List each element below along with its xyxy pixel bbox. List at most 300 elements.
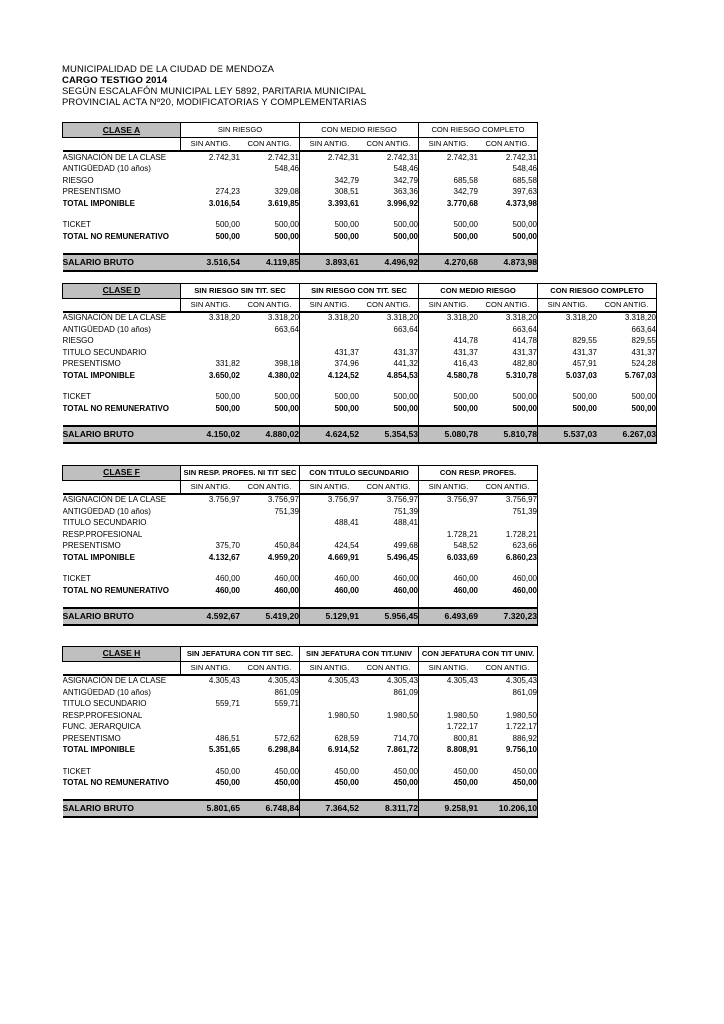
value-cell: 7.320,23 (478, 608, 538, 625)
row-label: PRESENTISMO (62, 359, 121, 369)
value-cell: 500,00 (215, 220, 240, 230)
value-cell: 8.808,91 (446, 745, 478, 755)
row-label: ASIGNACIÓN DE LA CLASE (62, 152, 167, 162)
value-cell: 460,00 (453, 574, 478, 584)
value-cell (181, 710, 241, 722)
value-cell (359, 597, 419, 608)
group-header: CON JEFATURA CON TIT UNIV. (419, 646, 538, 661)
table-row (63, 800, 538, 817)
value-cell: 460,00 (334, 585, 359, 595)
value-cell (359, 243, 419, 254)
value-cell (300, 789, 360, 800)
value-cell: 4.624,52 (300, 426, 360, 443)
value-cell: 431,37 (572, 347, 597, 357)
value-cell: 861,09 (359, 687, 419, 699)
group-header: SIN RIESGO SIN TIT. SEC (181, 283, 300, 298)
value-cell: 4.305,43 (478, 675, 538, 688)
value-cell: 751,39 (240, 506, 300, 518)
group-header: CON RESP. PROFES. (419, 465, 538, 480)
value-cell: 9.258,91 (419, 800, 479, 817)
value-cell: 500,00 (215, 403, 240, 413)
value-cell: 2.742,31 (208, 152, 240, 162)
value-cell (419, 597, 479, 608)
value-cell: 450,00 (478, 778, 538, 790)
value-cell (419, 518, 479, 530)
value-cell: 3.619,85 (240, 198, 300, 210)
spacer-row (63, 564, 538, 574)
value-cell: 8.311,72 (359, 800, 419, 817)
value-cell (181, 722, 241, 734)
subheader-con-antig: CON ANTIG. (240, 138, 300, 152)
value-cell: 5.354,53 (359, 426, 419, 443)
value-cell: 500,00 (597, 392, 657, 404)
value-cell (478, 518, 538, 530)
clase-title: CLASE D (63, 283, 181, 298)
value-cell (300, 336, 360, 348)
value-cell: 500,00 (240, 231, 300, 243)
subheader-con-antig: CON ANTIG. (240, 298, 300, 312)
value-cell: 4.132,67 (208, 552, 240, 562)
row-label: TOTAL IMPONIBLE (62, 198, 135, 208)
subheader-spacer (63, 480, 181, 494)
value-cell: 800,81 (453, 733, 478, 743)
subheader-sin-antig: SIN ANTIG. (300, 138, 360, 152)
table-row (63, 710, 538, 722)
value-cell: 3.516,54 (181, 254, 241, 271)
value-cell: 331,82 (215, 359, 240, 369)
value-cell: 342,79 (334, 175, 359, 185)
value-cell (359, 756, 419, 766)
table-row (63, 687, 538, 699)
row-label: SALARIO BRUTO (63, 254, 181, 271)
subheader-con-antig: CON ANTIG. (478, 480, 538, 494)
row-label: RIESGO (62, 175, 94, 185)
group-header: CON TITULO SECUNDARIO (300, 465, 419, 480)
value-cell: 6.748,84 (240, 800, 300, 817)
value-cell: 414,78 (478, 336, 538, 348)
value-cell: 6.860,23 (478, 552, 538, 564)
value-cell: 886,92 (478, 733, 538, 745)
value-cell: 460,00 (478, 574, 538, 586)
value-cell (538, 415, 598, 426)
value-cell (300, 756, 360, 766)
value-cell (300, 164, 360, 176)
value-cell: 572,62 (240, 733, 300, 745)
subheader-con-antig: CON ANTIG. (359, 298, 419, 312)
value-cell: 363,36 (359, 187, 419, 199)
table-row (63, 733, 538, 745)
row-label: TOTAL IMPONIBLE (62, 370, 135, 380)
value-cell: 424,54 (334, 541, 359, 551)
subheader-row (63, 480, 538, 494)
spacer-row (63, 382, 657, 392)
value-cell (240, 529, 300, 541)
subheader-sin-antig: SIN ANTIG. (419, 298, 479, 312)
table-row (63, 494, 538, 507)
value-cell (419, 789, 479, 800)
row-label: TOTAL NO REMUNERATIVO (62, 585, 170, 595)
value-cell (300, 415, 360, 426)
value-cell: 714,70 (359, 733, 419, 745)
row-label: SALARIO BRUTO (63, 800, 181, 817)
value-cell: 342,79 (453, 187, 478, 197)
value-cell: 5.810,78 (478, 426, 538, 443)
value-cell (181, 164, 241, 176)
value-cell (181, 210, 241, 220)
value-cell (419, 164, 479, 176)
value-cell: 1.980,50 (478, 710, 538, 722)
header-row (63, 283, 657, 298)
table-row (63, 745, 538, 757)
value-cell: 4.873,98 (478, 254, 538, 271)
value-cell (300, 506, 360, 518)
value-cell (359, 210, 419, 220)
value-cell: 548,52 (453, 541, 478, 551)
subheader-spacer (63, 298, 181, 312)
header-row (63, 465, 538, 480)
value-cell: 2.742,31 (446, 152, 478, 162)
value-cell: 3.318,20 (208, 313, 240, 323)
value-cell: 416,43 (453, 359, 478, 369)
value-cell: 500,00 (359, 220, 419, 232)
value-cell: 6.914,52 (327, 745, 359, 755)
value-cell (478, 756, 538, 766)
value-cell: 500,00 (478, 403, 538, 415)
value-cell: 460,00 (215, 585, 240, 595)
row-label (63, 243, 181, 254)
value-cell: 500,00 (453, 231, 478, 241)
value-cell: 9.756,10 (478, 745, 538, 757)
value-cell (300, 597, 360, 608)
value-cell: 3.016,54 (208, 198, 240, 208)
table-row (63, 778, 538, 790)
subheader-row (63, 661, 538, 675)
group-header: SIN RIESGO CON TIT. SEC (300, 283, 419, 298)
value-cell: 457,91 (572, 359, 597, 369)
group-header: CON RIESGO COMPLETO (538, 283, 657, 298)
value-cell: 861,09 (240, 687, 300, 699)
value-cell: 7.861,72 (359, 745, 419, 757)
value-cell: 4.380,02 (240, 370, 300, 382)
value-cell: 5.419,20 (240, 608, 300, 625)
value-cell: 460,00 (215, 574, 240, 584)
value-cell: 450,00 (334, 766, 359, 776)
table-row (63, 541, 538, 553)
header-row (63, 123, 538, 138)
value-cell (478, 415, 538, 426)
value-cell: 623,66 (478, 541, 538, 553)
group-header: CON MEDIO RIESGO (419, 283, 538, 298)
value-cell: 500,00 (478, 220, 538, 232)
value-cell (240, 347, 300, 359)
subheader-row (63, 138, 538, 152)
value-cell: 500,00 (334, 392, 359, 402)
value-cell: 500,00 (240, 392, 300, 404)
group-header: SIN RESP. PROFES. NI TIT SEC (181, 465, 300, 480)
value-cell (240, 789, 300, 800)
value-cell: 6.267,03 (597, 426, 657, 443)
value-cell: 4.496,92 (359, 254, 419, 271)
value-cell: 5.129,91 (300, 608, 360, 625)
value-cell (478, 243, 538, 254)
header-row (63, 646, 538, 661)
value-cell (181, 382, 241, 392)
value-cell: 2.742,31 (240, 151, 300, 164)
subheader-sin-antig: SIN ANTIG. (181, 298, 241, 312)
value-cell: 431,37 (359, 347, 419, 359)
table-row (63, 506, 538, 518)
row-label: ANTIGÜEDAD (10 años) (62, 506, 151, 516)
table-row (63, 254, 538, 271)
value-cell: 5.496,45 (359, 552, 419, 564)
subheader-con-antig: CON ANTIG. (359, 138, 419, 152)
value-cell: 663,64 (478, 324, 538, 336)
value-cell (300, 382, 360, 392)
doc-subtitle-2: PROVINCIAL ACTA Nº20, MODIFICATORIAS Y COMPLEMENTARIAS (62, 97, 367, 108)
value-cell: 524,28 (597, 359, 657, 371)
value-cell (478, 699, 538, 711)
doc-title: CARGO TESTIGO 2014 (62, 75, 168, 86)
value-cell: 450,00 (240, 778, 300, 790)
value-cell: 398,18 (240, 359, 300, 371)
value-cell (240, 710, 300, 722)
row-label: ANTIGÜEDAD (10 años) (62, 324, 151, 334)
value-cell (181, 597, 241, 608)
value-cell: 500,00 (453, 403, 478, 413)
value-cell (240, 210, 300, 220)
table-row (63, 175, 538, 187)
salary-table-clase-d (62, 283, 657, 444)
value-cell (181, 687, 241, 699)
value-cell: 500,00 (215, 231, 240, 241)
value-cell: 3.756,97 (327, 495, 359, 505)
value-cell: 685,58 (453, 175, 478, 185)
table-row (63, 722, 538, 734)
value-cell: 450,00 (359, 778, 419, 790)
value-cell: 3.756,97 (240, 494, 300, 507)
value-cell (478, 382, 538, 392)
value-cell: 4.592,67 (181, 608, 241, 625)
value-cell: 450,00 (359, 766, 419, 778)
value-cell (181, 529, 241, 541)
value-cell: 450,00 (478, 766, 538, 778)
row-label: ANTIGÜEDAD (10 años) (62, 164, 151, 174)
value-cell: 450,00 (215, 766, 240, 776)
value-cell: 4.124,52 (327, 370, 359, 380)
value-cell: 4.373,98 (478, 198, 538, 210)
value-cell (597, 382, 657, 392)
row-label (63, 382, 181, 392)
value-cell: 431,37 (478, 347, 538, 359)
spacer-row (63, 597, 538, 608)
value-cell: 829,55 (572, 336, 597, 346)
value-cell (359, 722, 419, 734)
table-row (63, 198, 538, 210)
value-cell (181, 336, 241, 348)
value-cell (240, 518, 300, 530)
value-cell: 3.318,20 (597, 312, 657, 325)
value-cell (538, 382, 598, 392)
subheader-sin-antig: SIN ANTIG. (419, 661, 479, 675)
value-cell: 460,00 (240, 574, 300, 586)
value-cell: 500,00 (453, 220, 478, 230)
row-label: ASIGNACIÓN DE LA CLASE (62, 495, 167, 505)
value-cell (300, 564, 360, 574)
subheader-con-antig: CON ANTIG. (478, 661, 538, 675)
value-cell: 500,00 (240, 403, 300, 415)
value-cell (419, 564, 479, 574)
table-row (63, 324, 657, 336)
value-cell: 274,23 (215, 187, 240, 197)
spacer-row (63, 756, 538, 766)
row-label: ASIGNACIÓN DE LA CLASE (62, 313, 167, 323)
value-cell: 500,00 (478, 231, 538, 243)
value-cell: 4.305,43 (327, 676, 359, 686)
value-cell: 1.980,50 (359, 710, 419, 722)
value-cell (478, 789, 538, 800)
value-cell: 4.270,68 (419, 254, 479, 271)
spacer-row (63, 210, 538, 220)
value-cell: 3.318,20 (478, 312, 538, 325)
value-cell: 450,00 (453, 766, 478, 776)
row-label: TICKET (62, 220, 91, 230)
value-cell: 500,00 (572, 392, 597, 402)
value-cell: 342,79 (359, 175, 419, 187)
value-cell: 500,00 (359, 392, 419, 404)
value-cell: 450,00 (240, 766, 300, 778)
value-cell (419, 324, 479, 336)
value-cell: 431,37 (453, 347, 478, 357)
value-cell: 559,71 (215, 699, 240, 709)
subheader-spacer (63, 661, 181, 675)
row-label: RESP.PROFESIONAL (62, 529, 143, 539)
row-label: SALARIO BRUTO (63, 426, 181, 443)
value-cell: 500,00 (334, 403, 359, 413)
group-header: SIN JEFATURA CON TIT.UNIV (300, 646, 419, 661)
subheader-sin-antig: SIN ANTIG. (300, 298, 360, 312)
value-cell (181, 506, 241, 518)
row-label: ANTIGÜEDAD (10 años) (62, 687, 151, 697)
value-cell (240, 336, 300, 348)
row-label: RIESGO (62, 336, 94, 346)
subheader-con-antig: CON ANTIG. (478, 298, 538, 312)
value-cell: 450,00 (334, 778, 359, 788)
row-label: PRESENTISMO (62, 733, 121, 743)
row-label (63, 597, 181, 608)
value-cell: 500,00 (215, 392, 240, 402)
value-cell: 460,00 (334, 574, 359, 584)
value-cell: 1.728,21 (478, 529, 538, 541)
value-cell: 500,00 (597, 403, 657, 415)
table-row (63, 574, 538, 586)
value-cell: 450,00 (453, 778, 478, 788)
value-cell (419, 382, 479, 392)
value-cell: 2.742,31 (478, 151, 538, 164)
value-cell (240, 382, 300, 392)
value-cell: 3.756,97 (359, 494, 419, 507)
value-cell (181, 756, 241, 766)
row-label: TICKET (62, 574, 91, 584)
value-cell: 1.722,17 (478, 722, 538, 734)
value-cell: 4.305,43 (359, 675, 419, 688)
value-cell (419, 699, 479, 711)
value-cell: 488,41 (359, 518, 419, 530)
value-cell: 500,00 (240, 220, 300, 232)
subheader-con-antig: CON ANTIG. (240, 661, 300, 675)
value-cell: 628,59 (334, 733, 359, 743)
table-row (63, 608, 538, 625)
table-row (63, 518, 538, 530)
group-header: SIN JEFATURA CON TIT SEC. (181, 646, 300, 661)
value-cell: 460,00 (453, 585, 478, 595)
value-cell (240, 243, 300, 254)
value-cell: 1.980,50 (327, 710, 359, 720)
value-cell: 663,64 (240, 324, 300, 336)
value-cell: 500,00 (359, 403, 419, 415)
value-cell: 3.318,20 (359, 312, 419, 325)
value-cell: 548,46 (359, 164, 419, 176)
value-cell (240, 722, 300, 734)
value-cell: 4.305,43 (446, 676, 478, 686)
value-cell: 4.880,02 (240, 426, 300, 443)
value-cell: 7.364,52 (300, 800, 360, 817)
value-cell (478, 210, 538, 220)
value-cell: 5.351,65 (208, 745, 240, 755)
clase-title: CLASE A (63, 123, 181, 138)
value-cell (478, 564, 538, 574)
value-cell: 3.318,20 (327, 313, 359, 323)
group-header: CON MEDIO RIESGO (300, 123, 419, 138)
value-cell (240, 564, 300, 574)
value-cell (240, 175, 300, 187)
table-row (63, 370, 657, 382)
value-cell: 431,37 (597, 347, 657, 359)
row-label: TOTAL IMPONIBLE (62, 745, 135, 755)
value-cell: 548,46 (240, 164, 300, 176)
value-cell: 482,80 (478, 359, 538, 371)
value-cell: 663,64 (597, 324, 657, 336)
clase-h-table-section (62, 646, 657, 819)
value-cell (300, 529, 360, 541)
table-row (63, 151, 538, 164)
salary-table-clase-a (62, 122, 538, 272)
value-cell: 6.493,69 (419, 608, 479, 625)
value-cell (419, 506, 479, 518)
spacer-row (63, 243, 538, 254)
subheader-sin-antig: SIN ANTIG. (300, 480, 360, 494)
page-content (62, 64, 657, 818)
value-cell (478, 597, 538, 608)
value-cell: 450,00 (215, 778, 240, 788)
clase-title: CLASE F (63, 465, 181, 480)
group-header: SIN RIESGO (181, 123, 300, 138)
row-label (63, 789, 181, 800)
value-cell (300, 722, 360, 734)
salary-table-clase-h (62, 646, 538, 819)
subheader-con-antig: CON ANTIG. (359, 661, 419, 675)
subheader-sin-antig: SIN ANTIG. (181, 661, 241, 675)
value-cell (597, 415, 657, 426)
value-cell: 5.956,45 (359, 608, 419, 625)
value-cell: 375,70 (215, 541, 240, 551)
table-row (63, 426, 657, 443)
value-cell: 414,78 (453, 336, 478, 346)
clase-title: CLASE H (63, 646, 181, 661)
row-label: FUNC. JERARQUICA (62, 722, 141, 732)
value-cell: 3.996,92 (359, 198, 419, 210)
clase-f-table-section (62, 465, 657, 626)
table-row (63, 359, 657, 371)
